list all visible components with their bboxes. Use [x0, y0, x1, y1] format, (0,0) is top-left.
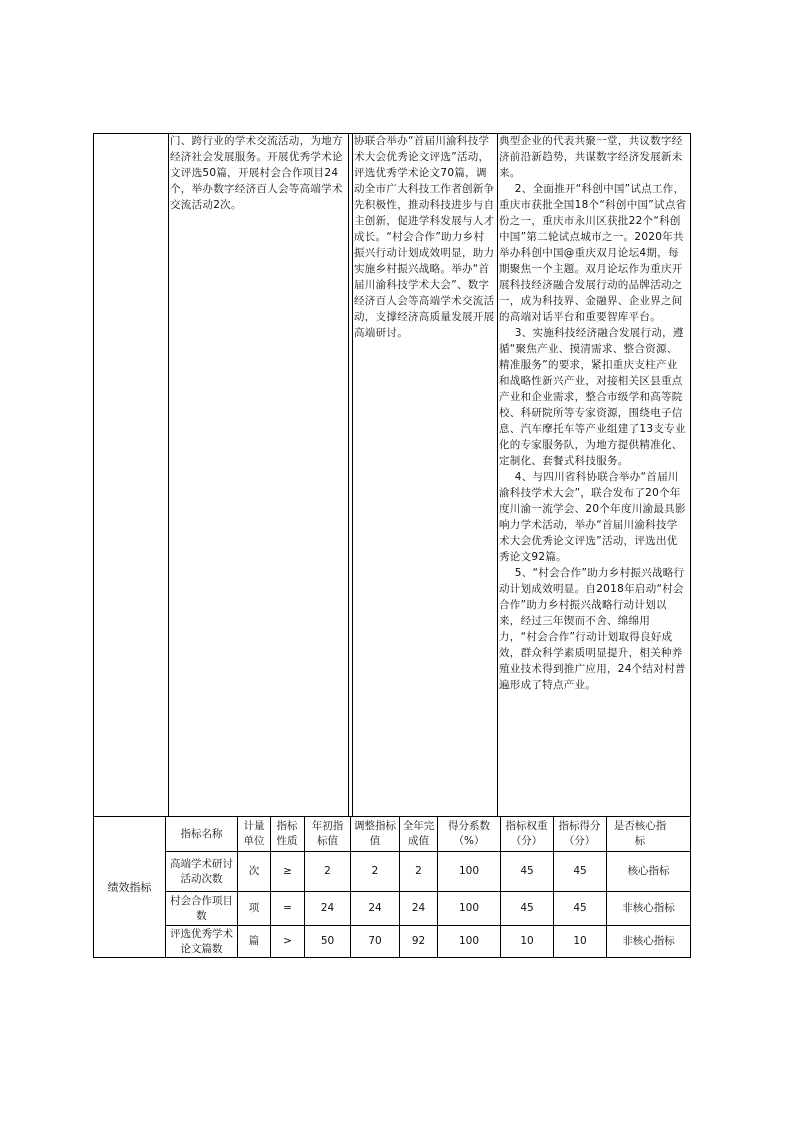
perf-section-label: 绩效指标 — [107, 880, 152, 894]
upper-col-divider-1 — [168, 133, 169, 816]
upper-col-divider-3 — [352, 133, 353, 816]
header-indicator-name: 指标名称 — [180, 827, 223, 840]
table-row-3-initial: 50 — [320, 935, 335, 947]
table-row-1-core: 核心指标 — [627, 865, 670, 877]
summary-text-col3 — [499, 133, 688, 693]
table-right-border — [690, 133, 691, 958]
summary-paragraph: 4、与四川省科协联合举办“首届川渝科技学术大会”，联合发布了20个年度川渝一流学会、20个年度川渝最具影响力学术活动，举办“首届川渝科技学术大会优秀论文评选”活动，评选出优秀论文92篇。 — [499, 471, 686, 563]
table-row-1-nature: ≥ — [283, 865, 292, 877]
table-row-2-name: 村会合作项目数 — [170, 894, 233, 922]
table-row-3-nature: > — [283, 935, 292, 947]
table-row-2-weight: 45 — [520, 902, 534, 914]
header-annual-completion: 全年完成值 — [402, 820, 435, 847]
header-indicator-weight: 指标权重（分） — [505, 820, 548, 847]
table-row-1-unit: 次 — [248, 865, 260, 877]
table-row-1-completed: 2 — [415, 865, 422, 877]
summary-text-col2 — [354, 133, 495, 341]
header-adjusted-target: 调整指标值 — [354, 820, 396, 847]
table-row-1-name: 高端学术研讨活动次数 — [170, 857, 233, 885]
table-row-2-score: 45 — [573, 902, 587, 914]
header-score-coefficient: 得分系数（%） — [448, 820, 490, 847]
summary-paragraph: 门、跨行业的学术交流活动，为地方经济社会发展服务。开展优秀学术论文评选50篇，开展村会合作项目24个，举办数字经济百人会等高端学术交流活动2次。 — [170, 135, 343, 211]
header-is-core: 是否核心指标 — [613, 820, 667, 847]
table-row-2-completed: 24 — [411, 902, 426, 914]
table-row-3-completed: 92 — [411, 935, 426, 947]
header-initial-target: 年初指标值 — [311, 820, 344, 847]
table-row-2-unit: 项 — [248, 902, 260, 914]
header-nature: 指标性质 — [276, 820, 298, 847]
header-unit: 计量单位 — [243, 820, 265, 847]
table-row-3-coefficient: 100 — [458, 935, 480, 947]
table-row-2-core: 非核心指标 — [622, 902, 675, 914]
table-row-1-score: 45 — [573, 865, 587, 877]
table-row-3-core: 非核心指标 — [622, 935, 675, 947]
summary-text-col1 — [170, 133, 346, 213]
table-row-2-adjusted: 24 — [368, 902, 382, 914]
table-row-2-nature: = — [283, 902, 292, 914]
table-row-1-initial: 2 — [324, 865, 331, 877]
table-row-1-weight: 45 — [520, 865, 534, 877]
summary-paragraph: 5、“村会合作”助力乡村振兴战略行动计划成效明显。自2018年启动“村会合作”助力乡村振兴战略行动计划以来，经过三年锲而不舍、绵绵用力，“村会合作”行动计划取得良好成效，群众科学素质明显提升，相关种养殖业技术得到推广应用，24个结对村普遍形成了特点产业。 — [499, 567, 686, 691]
table-row-3-weight: 10 — [520, 935, 534, 947]
upper-col-divider-4 — [497, 133, 498, 816]
table-row-3-name: 评选优秀学术论文篇数 — [170, 927, 233, 955]
summary-paragraph: 典型企业的代表共聚一堂，共议数字经济前沿新趋势，共谋数字经济发展新未来。 — [499, 135, 683, 179]
table-row-1-coefficient: 100 — [458, 865, 480, 877]
table-row-3-adjusted: 70 — [368, 935, 382, 947]
table-row-3-unit: 篇 — [248, 935, 260, 947]
table-row-3-score: 10 — [573, 935, 587, 947]
upper-col-divider-2 — [348, 133, 349, 816]
table-row-1-adjusted: 2 — [371, 865, 379, 877]
header-indicator-score: 指标得分（分） — [558, 820, 601, 847]
table-row-2-initial: 24 — [320, 902, 335, 914]
table-bottom-border — [93, 957, 691, 958]
summary-paragraph: 3、实施科技经济融合发展行动，遵循“聚焦产业、摸清需求、整合资源、精准服务”的要求，紧扣重庆支柱产业和战略性新兴产业，对接相关区县重点产业和企业需求，整合市级学和高等院校、科研院所等专家资源，围绕电子信息、汽车摩托车等产业组建了13支专业化的专家服务队，为地方提供精准化、定制化、套餐式科技服务。 — [499, 327, 686, 467]
summary-paragraph: 协联合举办“首届川渝科技学术大会优秀论文评选”活动，评选优秀学术论文70篇，调动全市广大科技工作者创新争先积极性，推动科技进步与自主创新，促进学科发展与人才成长。“村会合作”助力乡村振兴行动计划成效明显，助力实施乡村振兴战略。举办“首届川渝科技学术大会”、数字经济百人会等高端学术交流活动，支撑经济高质量发展开展高端研讨。 — [354, 135, 495, 339]
summary-paragraph: 2、全面推开“科创中国”试点工作，重庆市获批全国18个“科创中国”试点省份之一，重庆市永川区获批22个“科创中国”第二轮试点城市之一。2020年共举办科创中国@重庆双月论坛4期，每期聚焦一个主题。双月论坛作为重庆开展科技经济融合发展行动的品牌活动之一，成为科技界、金融界、企业界之间的高端对话平台和重要智库平台。 — [499, 183, 687, 323]
table-row-2-coefficient: 100 — [458, 902, 480, 914]
